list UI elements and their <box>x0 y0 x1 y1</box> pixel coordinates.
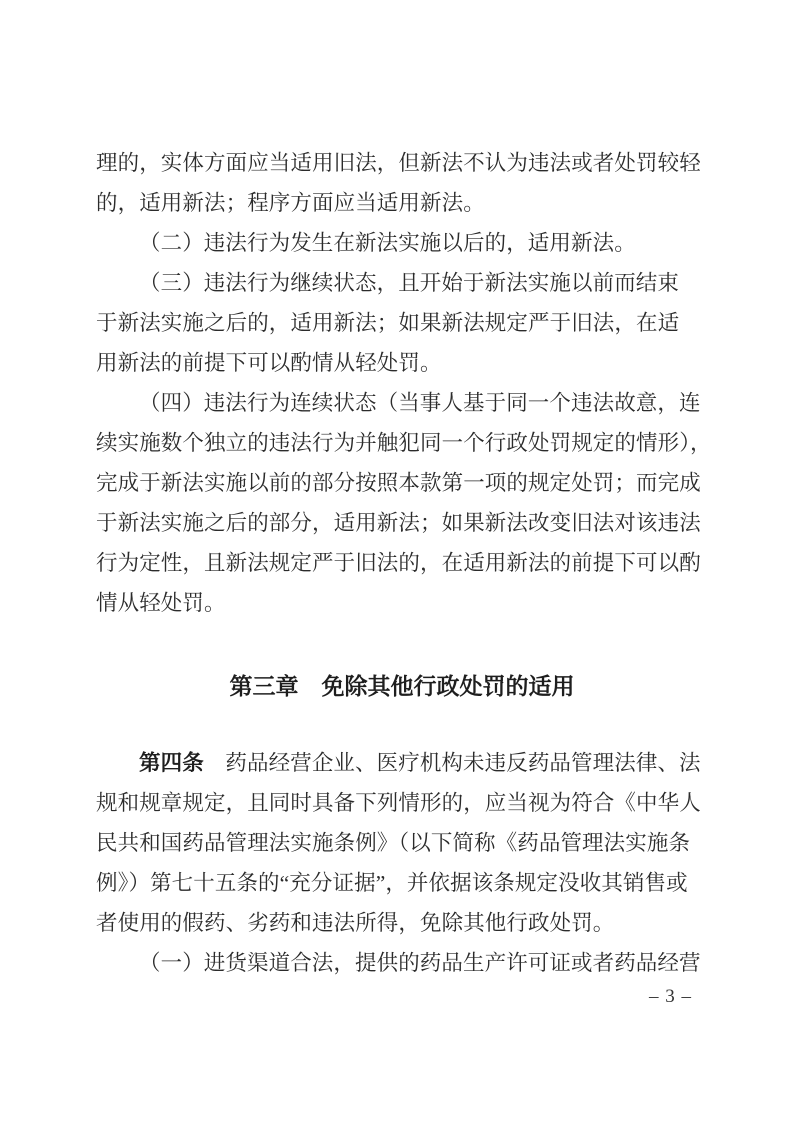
paragraph-line: 于新法实施之后的，适用新法；如果新法规定严于旧法，在适 <box>96 311 680 335</box>
paragraph-line: （四）违法行为连续状态（当事人基于同一个违法故意，连 <box>139 391 701 415</box>
article-number: 第四条 <box>139 751 204 775</box>
paragraph-line: 民共和国药品管理法实施条例》（以下简称《药品管理法实施条 <box>96 831 691 855</box>
chapter-heading: 第三章 免除其他行政处罚的适用 <box>229 673 575 699</box>
paragraph-line: （二）违法行为发生在新法实施以后的，适用新法。 <box>139 231 636 255</box>
paragraph-line: 行为定性，且新法规定严于旧法的，在适用新法的前提下可以酌 <box>96 551 701 575</box>
paragraph-line: 规和规章规定，且同时具备下列情形的，应当视为符合《中华人 <box>96 791 701 815</box>
paragraph-line: 者使用的假药、劣药和违法所得，免除其他行政处罚。 <box>96 911 615 935</box>
paragraph-line: 续实施数个独立的违法行为并触犯同一个行政处罚规定的情形）， <box>96 431 712 455</box>
article-paragraph-block <box>96 743 708 983</box>
paragraph-line: 例》）第七十五条的“充分证据”，并依据该条规定没收其销售或 <box>96 871 688 895</box>
article-first-line-text: 药品经营企业、医疗机构未违反药品管理法律、法 <box>203 751 701 775</box>
body-paragraph-block <box>96 143 712 623</box>
paragraph-line: 理的，实体方面应当适用旧法，但新法不认为违法或者处罚较轻 <box>96 151 701 175</box>
paragraph-line: 用新法的前提下可以酌情从轻处罚。 <box>96 351 442 375</box>
page-number: – 3 – <box>649 986 692 1007</box>
paragraph-line: 于新法实施之后的部分，适用新法；如果新法改变旧法对该违法 <box>96 511 701 535</box>
paragraph-line: （三）违法行为继续状态，且开始于新法实施以前而结束 <box>139 271 680 295</box>
paragraph-line <box>96 743 708 783</box>
paragraph-line: 情从轻处罚。 <box>96 591 226 615</box>
paragraph-line: （一）进货渠道合法，提供的药品生产许可证或者药品经营 <box>139 951 701 975</box>
paragraph-line: 完成于新法实施以前的部分按照本款第一项的规定处罚；而完成 <box>96 471 701 495</box>
paragraph-line: 的，适用新法；程序方面应当适用新法。 <box>96 191 485 215</box>
